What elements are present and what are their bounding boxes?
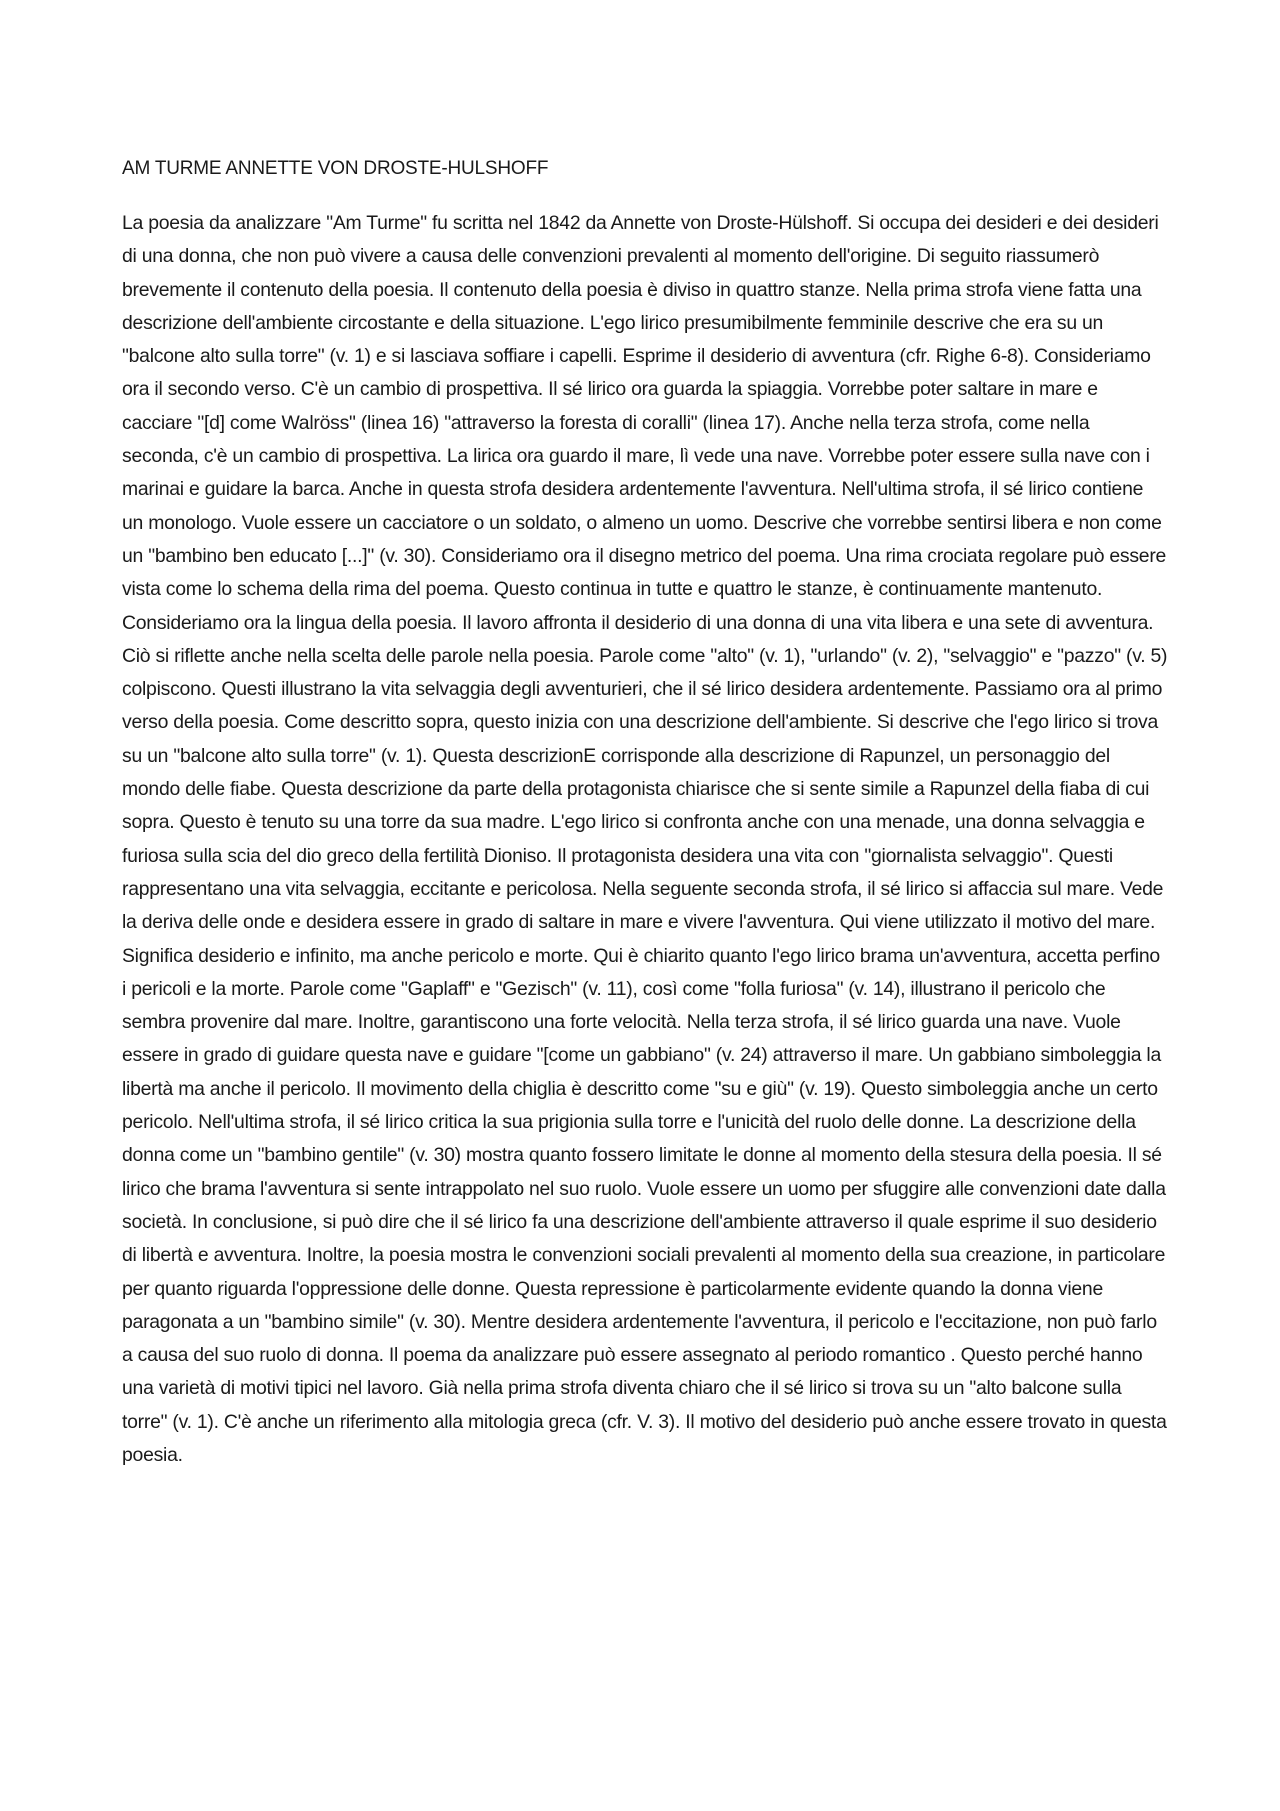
document-title: AM TURME ANNETTE VON DROSTE-HULSHOFF (122, 158, 549, 179)
document-body: La poesia da analizzare "Am Turme" fu scritta nel 1842 da Annette von Droste-Hülshoff. Si occupa dei desideri e dei desideri di una donna, che non può vivere a causa delle convenzioni prevalenti al momento dell'origine. Di seguito riassumerò brevemente il contenuto della poesia. Il contenuto della poesia è diviso in quattro stanze. Nella prima strofa viene fatta una descrizione dell'ambiente circostante e della situazione. L'ego lirico presumibilmente femminile descrive che era su un "balcone alto sulla torre" (v. 1) e si lasciava soffiare i capelli. Esprime il desiderio di avventura (cfr. Righe 6-8). Consideriamo ora il secondo verso. C'è un cambio di prospettiva. Il sé lirico ora guarda la spiaggia. Vorrebbe poter saltare in mare e cacciare "[d] come Walröss" (linea 16) "attraverso la foresta di coralli" (linea 17). Anche nella terza strofa, come nella seconda, c'è un cambio di prospettiva. La lirica ora guardo il mare, lì vede una nave. Vorrebbe poter essere sulla nave con i marinai e guidare la barca. Anche in questa strofa desidera ardentemente l'avventura. Nell'ultima strofa, il sé lirico contiene un monologo. Vuole essere un cacciatore o un soldato, o almeno un uomo. Descrive che vorrebbe sentirsi libera e non come un "bambino ben educato [...]" (v. 30). Consideriamo ora il disegno metrico del poema. Una rima crociata regolare può essere vista come lo schema della rima del poema. Questo continua in tutte e quattro le stanze, è continuamente mantenuto. Consideriamo ora la lingua della poesia. Il lavoro affronta il desiderio di una donna di una vita libera e una sete di avventura. Ciò si riflette anche nella scelta delle parole nella poesia. Parole come "alto" (v. 1), "urlando" (v. 2), "selvaggio" e "pazzo" (v. 5) colpiscono. Questi illustrano la vita selvaggia degli avventurieri, che il sé lirico desidera ardentemente. Passiamo ora al primo verso della poesia. Come descritto sopra, questo inizia con una descrizione dell'ambiente. Si descrive che l'ego lirico si trova su un "balcone alto sulla torre" (v. 1). Questa descrizionE corrisponde alla descrizione di Rapunzel, un personaggio del mondo delle fiabe. Questa descrizione da parte della protagonista chiarisce che si sente simile a Rapunzel della fiaba di cui sopra. Questo è tenuto su una torre da sua madre. L'ego lirico si confronta anche con una menade, una donna selvaggia e furiosa sulla scia del dio greco della fertilità Dioniso. Il protagonista desidera una vita con "giornalista selvaggio". Questi rappresentano una vita selvaggia, eccitante e pericolosa. Nella seguente seconda strofa, il sé lirico si affaccia sul mare. Vede la deriva delle onde e desidera essere in grado di saltare in mare e vivere l'avventura. Qui viene utilizzato il motivo del mare. Significa desiderio e infinito, ma anche pericolo e morte. Qui è chiarito quanto l'ego lirico brama un'avventura, accetta perfino i pericoli e la morte. Parole come "Gaplaff" e "Gezisch" (v. 11), così come "folla furiosa" (v. 14), illustrano il pericolo che sembra provenire dal mare. Inoltre, garantiscono una forte velocità. Nella terza strofa, il sé lirico guarda una nave. Vuole essere in grado di guidare questa nave e guidare "[come un gabbiano" (v. 24) attraverso il mare. Un gabbiano simboleggia la libertà ma anche il pericolo. Il movimento della chiglia è descritto come "su e giù" (v. 19). Questo simboleggia anche un certo pericolo. Nell'ultima strofa, il sé lirico critica la sua prigionia sulla torre e l'unicità del ruolo delle donne. La descrizione della donna come un "bambino gentile" (v. 30) mostra quanto fossero limitate le donne al momento della stesura della poesia. Il sé lirico che brama l'avventura si sente intrappolato nel suo ruolo. Vuole essere un uomo per sfuggire alle convenzioni date dalla società. In conclusione, si può dire che il sé lirico fa una descrizione dell'ambiente attraverso il quale esprime il suo desiderio di libertà e avventura. Inoltre, la poesia mostra le convenzioni sociali prevalenti al momento della sua creazione, in particolare per quanto riguarda l'oppressione delle donne. Questa repressione è particolarmente evidente quando la donna viene paragonata a un "bambino simile" (v. 30). Mentre desidera ardentemente l'avventura, il pericolo e l'eccitazione, non può farlo a causa del suo ruolo di donna. Il poema da analizzare può essere assegnato al periodo romantico . Questo perché hanno una varietà di motivi tipici nel lavoro. Già nella prima strofa diventa chiaro che il sé lirico si trova su un "alto balcone sulla torre" (v. 1). C'è anche un riferimento alla mitologia greca (cfr. V. 3). Il motivo del desiderio può anche essere trovato in questa poesia. (122, 212, 1168, 1466)
document-page (122, 0, 1172, 1811)
